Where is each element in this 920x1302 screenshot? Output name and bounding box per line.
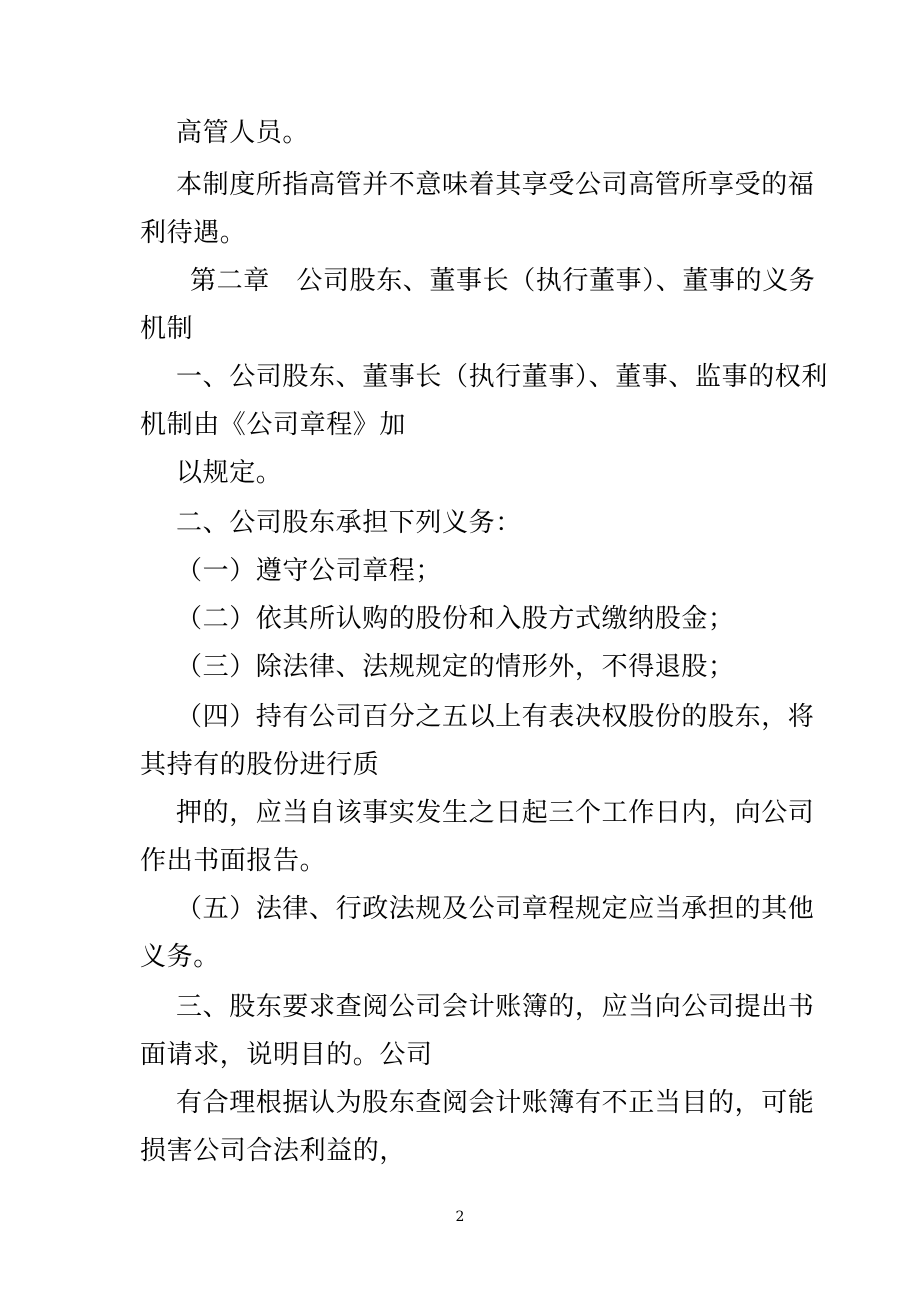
text-line: 作出书面报告。 xyxy=(140,846,327,876)
list-item: （四）持有公司百分之五以上有表决权股份的股东，将 xyxy=(176,702,815,732)
text-line: 押的，应当自该事实发生之日起三个工作日内，向公司 xyxy=(176,798,815,828)
text-line: 义务。 xyxy=(140,942,220,972)
text-line: 本制度所指高管并不意味着其享受公司高管所享受的福 xyxy=(176,170,815,200)
text-line: 有合理根据认为股东查阅会计账簿有不正当目的，可能 xyxy=(176,1088,815,1118)
list-item: （三）除法律、法规规定的情形外，不得退股； xyxy=(176,652,735,682)
text-line: 利待遇。 xyxy=(140,218,247,248)
list-item: （二）依其所认购的股份和入股方式缴纳股金； xyxy=(176,604,735,634)
text-line: 以规定。 xyxy=(176,458,283,488)
chapter-heading-continued: 机制 xyxy=(140,314,194,344)
list-item: （五）法律、行政法规及公司章程规定应当承担的其他 xyxy=(176,894,815,924)
text-line: 一、公司股东、董事长（执行董事）、董事、监事的权利 xyxy=(176,362,829,392)
text-line: 机制由《公司章程》加 xyxy=(140,410,407,440)
page-number: 2 xyxy=(455,1209,465,1225)
text-line: 二、公司股东承担下列义务： xyxy=(176,508,522,538)
text-line: 高管人员。 xyxy=(176,118,310,148)
text-line: 其持有的股份进行质 xyxy=(140,750,380,780)
text-line: 三、股东要求查阅公司会计账簿的，应当向公司提出书 xyxy=(176,992,815,1022)
text-line: 损害公司合法利益的， xyxy=(140,1136,407,1166)
chapter-heading: 第二章 公司股东、董事长（执行董事）、董事的义务 xyxy=(190,266,816,296)
list-item: （一）遵守公司章程； xyxy=(176,556,443,586)
text-line: 面请求，说明目的。公司 xyxy=(140,1040,433,1070)
